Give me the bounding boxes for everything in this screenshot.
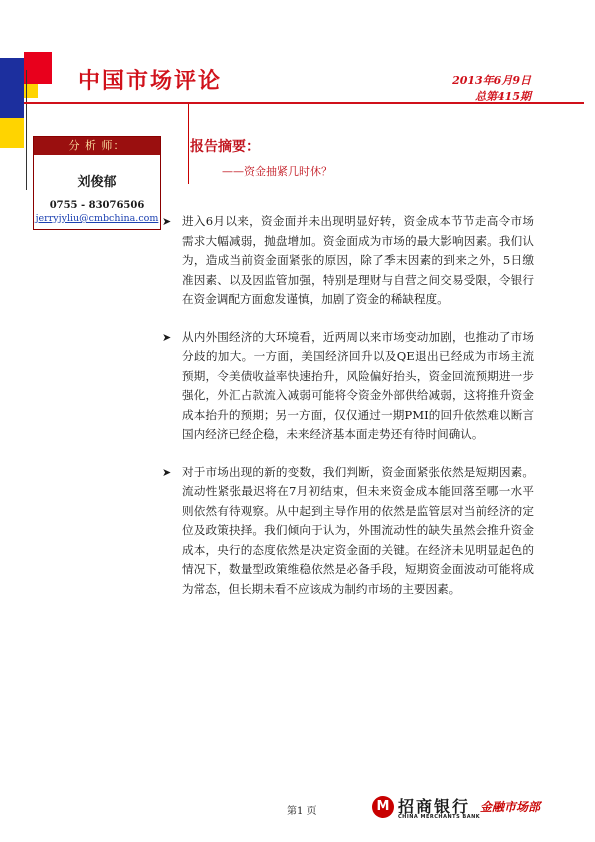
decor-vertical-line [26, 70, 27, 190]
decor-blue-block [0, 58, 24, 118]
bullet-text: 进入6月以来，资金面并未出现明显好转，资金成本节节走高令市场需求大幅减弱，抛盘增加。资金面成为市场的最大影响因素。我们认为，造成当前资金面紧张的原因，除了季末因素的到来之外，5日缴准因素、以及因监管加强，特别是理财与自营之间交易受限，令银行在资金调配方面愈发谨慎，加剧了资金的稀缺程度。 [182, 214, 534, 306]
summary-divider [188, 104, 189, 184]
decor-yellow-block [0, 118, 24, 148]
arrow-right-icon: ➤ [162, 465, 172, 479]
analyst-box [33, 136, 161, 230]
analyst-email-link[interactable]: jerryjyliu@cmbchina.com [35, 213, 159, 224]
report-date: 2013年6月9日 [452, 74, 531, 87]
analyst-phone: 0755 - 83076506 [49, 200, 145, 211]
list-item [162, 463, 534, 600]
analyst-label: 分 析 师： [34, 137, 160, 155]
bullet-text: 对于市场出现的新的变数，我们判断，资金面紧张依然是短期因素。流动性紧张最迟将在7月初结束，但未来资金成本能回落至哪一水平则依然有待观察。从中起到主导作用的依然是监管层对当前经济的定位及政策抉择。我们倾向于认为，外围流动性的缺失虽然会推升资金成本，央行的态度依然是决定资金面的关键。在经济未见明显起色的情况下，数量型政策维稳依然是必备手段，短期资金面波动可能将成为常态，但长期未看不应该成为制约市场的主要因素。 [182, 464, 534, 596]
summary-title: 报告摘要： [190, 139, 260, 155]
page-number: 第1 页 [287, 806, 317, 817]
bank-name: 招商银行 [398, 797, 471, 816]
arrow-right-icon: ➤ [162, 215, 172, 228]
masthead-title: 中国市场评论 [78, 69, 223, 94]
arrow-right-icon: ➤ [162, 330, 172, 344]
bank-logo-icon: M [372, 796, 394, 818]
summary-bullets [162, 212, 534, 617]
department-name: 金融市场部 [480, 800, 541, 814]
decor-red-block [24, 52, 52, 84]
list-item [162, 328, 534, 445]
summary-subtitle: ——资金抽紧几时休？ [222, 165, 332, 178]
analyst-name: 刘俊郁 [77, 175, 117, 190]
bank-name-english: CHINA MERCHANTS BANK [398, 814, 481, 820]
list-item [162, 212, 534, 310]
issue-number: 总第415期 [475, 90, 531, 103]
bullet-text: 从内外围经济的大环境看，近两周以来市场变动加剧，也推动了市场分歧的加大。一方面，美国经济回升以及QE退出已经成为市场主流预期，令美债收益率快速抬升，风险偏好抬头，资金回流预期进一步强化，外汇占款流入减弱可能将令资金外部供给减弱，这将推升资金成本抬升的预期；另一方面，仅仅通过一期PMI的回升依然难以断言国内经济已经企稳，未来经济基本面走势还有待时间确认。 [182, 329, 534, 441]
